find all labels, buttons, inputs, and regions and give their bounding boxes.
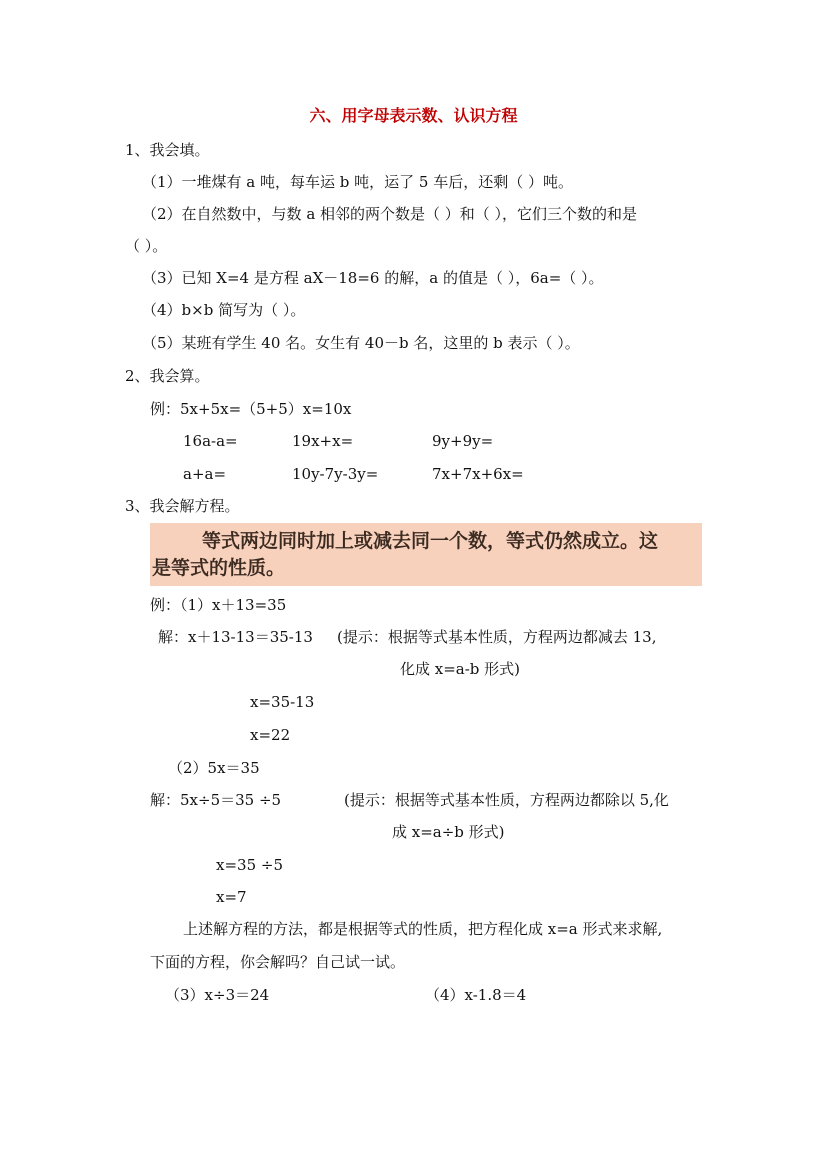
practice-problem-4: （4）x-1.8＝4: [425, 986, 527, 1004]
example-1-hint-1: (提示：根据等式基本性质，方程两边都减去 13,: [337, 628, 657, 646]
example-2-step-1: 解：5x÷5＝35 ÷5: [150, 791, 282, 809]
example-2-equation: （2）5x＝35: [168, 759, 260, 777]
section-3-heading: 3、我会解方程。: [125, 497, 240, 515]
example-2-hint-1: (提示：根据等式基本性质，方程两边都除以 5,化: [344, 791, 669, 809]
page-title: 六、用字母表示数、认识方程: [309, 106, 518, 125]
section-2-example: 例：5x+5x=（5+5）x=10x: [150, 400, 352, 418]
question-1-2-cont: （ ）。: [125, 237, 168, 255]
calc-item: 7x+7x+6x=: [432, 465, 524, 483]
property-text-line-2: 是等式的性质。: [152, 557, 286, 579]
calc-item: 10y-7y-3y=: [292, 465, 379, 483]
calc-item: 16a-a=: [183, 432, 238, 450]
question-1-1: （1）一堆煤有 a 吨，每车运 b 吨，运了 5 车后，还剩（ ）吨。: [142, 173, 574, 191]
example-1-step-1: 解：x＋13-13＝35-13: [158, 628, 313, 646]
practice-problem-3: （3）x÷3＝24: [165, 986, 270, 1004]
question-1-4: （4）b×b 简写为（ ）。: [142, 301, 306, 319]
example-2-step-2: x=35 ÷5: [216, 856, 283, 874]
property-text-line-1: 等式两边同时加上或减去同一个数，等式仍然成立。这: [202, 530, 659, 552]
example-1-step-2: x=35-13: [250, 693, 315, 711]
example-1-equation: 例：（1）x＋13=35: [150, 596, 287, 614]
example-2-hint-2: 成 x=a÷b 形式): [392, 823, 505, 841]
equation-property-box: [150, 523, 702, 586]
question-1-3: （3）已知 X=4 是方程 aX－18=6 的解，a 的值是（ ），6a=（ ）。: [142, 269, 604, 287]
summary-paragraph-line-1: 上述解方程的方法，都是根据等式的性质，把方程化成 x=a 形式来求解,: [183, 920, 663, 938]
calc-item: 9y+9y=: [432, 432, 494, 450]
calc-item: 19x+x=: [292, 432, 354, 450]
question-1-2: （2）在自然数中，与数 a 相邻的两个数是（ ）和（ ），它们三个数的和是: [142, 205, 638, 223]
question-1-5: （5）某班有学生 40 名。女生有 40－b 名，这里的 b 表示（ ）。: [142, 334, 580, 352]
section-2-heading: 2、我会算。: [125, 367, 210, 385]
section-1-heading: 1、我会填。: [125, 141, 210, 159]
calc-item: a+a=: [183, 465, 227, 483]
example-2-step-3: x=7: [216, 888, 247, 906]
example-1-hint-2: 化成 x=a-b 形式): [400, 660, 521, 678]
example-1-step-3: x=22: [250, 726, 291, 744]
summary-paragraph-line-2: 下面的方程，你会解吗？自己试一试。: [150, 953, 406, 971]
